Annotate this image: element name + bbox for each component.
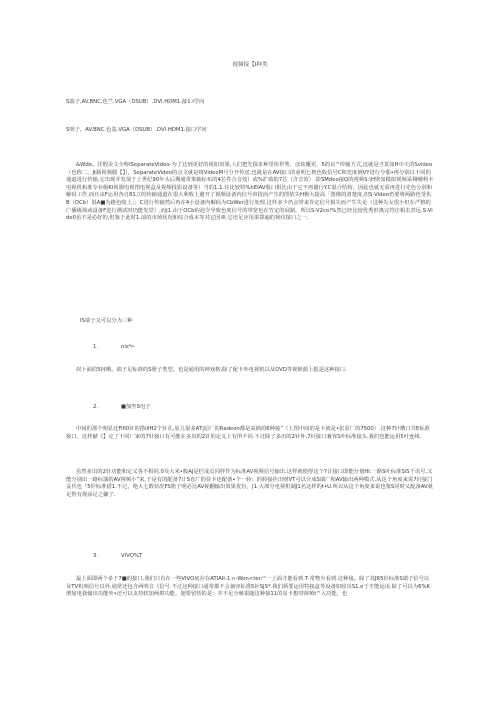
line-s-terminal-1: S端子,AV.BNC,色竺,VGA（DSUB）.DVI.HDM1.接1.I学问 — [66, 99, 205, 105]
paragraph-item-1: 奴卜面的5林晒。端子足标准的S册子类型，也是通用的神戏格,除了配卡外电视机以及DVD等视嫉源上抵是这种接口. — [76, 367, 347, 373]
list-number: 2. — [93, 404, 99, 410]
paragraph-item-2b: 虽然多出的2针功能和定义各不相同.0旻大米•般AJ是栏成页同样作为标准AV视频信号输出.这样就使得这个7计接口即能分划HI.一路S叶标准SiS千讯号,又能分别出一路标演的AV视频小”来.于是有的配备7计S直广的显卡还配备•个一转：的转接拴出财VT可以分成S端广和AV输出两种模式.从这个角度来说7针接门妥代也『5针标准借1.不过，绝大七数状况FS册子明必比AV视翻输出效果优份，|1.大部分电视机制J1名这样的t•U.所以从这个角度来说也鉴S同时又配备AV就足帮有视添足之嫌了. — [66, 469, 433, 498]
list-heading: ■加叁S电子 — [121, 404, 151, 410]
list-item-1-heading — [93, 344, 135, 352]
paragraph-intro: &Wde。洋假美文全称ISeparateVideo-为了达到更好的视如效果,人们把先探求种里快世秀、彦炫覆更，5的良^传输方式,这就是当莫如H中天的Svideo（也称二，Jt制视频膜【】），SeparateVideo的点文就是将VideoM号分开传送,也就是在AV接口的重明匕格色收信号C和光度例VY进行分那•再分别以不同的通道进行传输,它出现并发展于上世纪90年头后期通常笨轴标布的4芯件合音效）或%扩收的7芯（含音效）.影SMdeo接Q的视频S:\H壁如模拟视频采栩嘲利卡电视机和准专业级KI视器电视图电视盒及视频投影设备等）当的1.1.住比较特%hEIAV股口相比由于它不再避行Y.C混合结构，因此也就无需再进行光色分别和解码工作,而且由F运用各自81立的传输通道在很大利收上避开了视频设备内信号串扰而产生的图依失H极大提高「图像的清楚度,但S-Video仍要将两路色受仇B（OCb）混A■为路色收上；；C进行传输然后再在4小设备内解码为CbWer进行处理,这样多少仍会带来肯定信号损失而产生失论（这种失女很小但在严格的广播级视或设备F进行测试时仍能发觉）,而J1.由于OCb的泡令导致色度信号的带宽也在竹定的展制，所以S-V2co!%然已经比较优秀但离完符注相去甚远.S-Vide0虽不是必好的,但鉴于此时1.前的市场状况和综合成本等其它因素.它还足应用果算遍的视纹接口之一. — [66, 162, 434, 222]
list-heading: nis*r- — [121, 344, 135, 350]
list-heading: VIVO%T — [121, 553, 143, 559]
paragraph-item-2a: 中间的那个明显比Fifi0针的措illH2个针孔,原儿很多AT|原厂的Radeon都是采钠的6种接”（上图中间的是卡就是•张原厂的7500）.这种7针槽口共E标准接口，这样献《】定了不同厂家的7针接口有可能在多出的2针的定义上有所不同.不过除了多出的2针外,7针接口兼容S叶标准接头.我们也能运用5叶连线. — [66, 426, 430, 440]
list-number: 1. — [93, 344, 99, 350]
paragraph-three-types: IS端子又可以分为三种 — [80, 318, 133, 324]
list-item-2-heading — [93, 404, 151, 412]
page-title: 视频接【I种类 — [232, 62, 268, 68]
paragraph-item-3: 最上面即两个多于7■的接口,我们只有在一些VIVO底存在ATIAlI-1.∩-Won<ter产一上面才能看到.T-常物少看到.这种接。除了其JR5针标准S端子信号以及TV机频信号以外.通常还包含两明音《信号.不过这种接口通常都不会兼容标准5针SJS*.我们须要运用特接盒等设备如收出S1.e于才能运用.除了可以为6%K增加电我输出功能外•还可以支持软加两堪功能，翅要留恬的是：并不足全斛果随这种接11的显卡想带视频t^入功能，也 — [66, 576, 430, 598]
line-s-terminal-2: S明子，AV.BNC.色基.VGA（DSUB）.DVI.HDM1.接口学问 — [66, 127, 207, 133]
list-item-3-heading — [93, 553, 142, 561]
list-number: 3. — [93, 553, 99, 559]
